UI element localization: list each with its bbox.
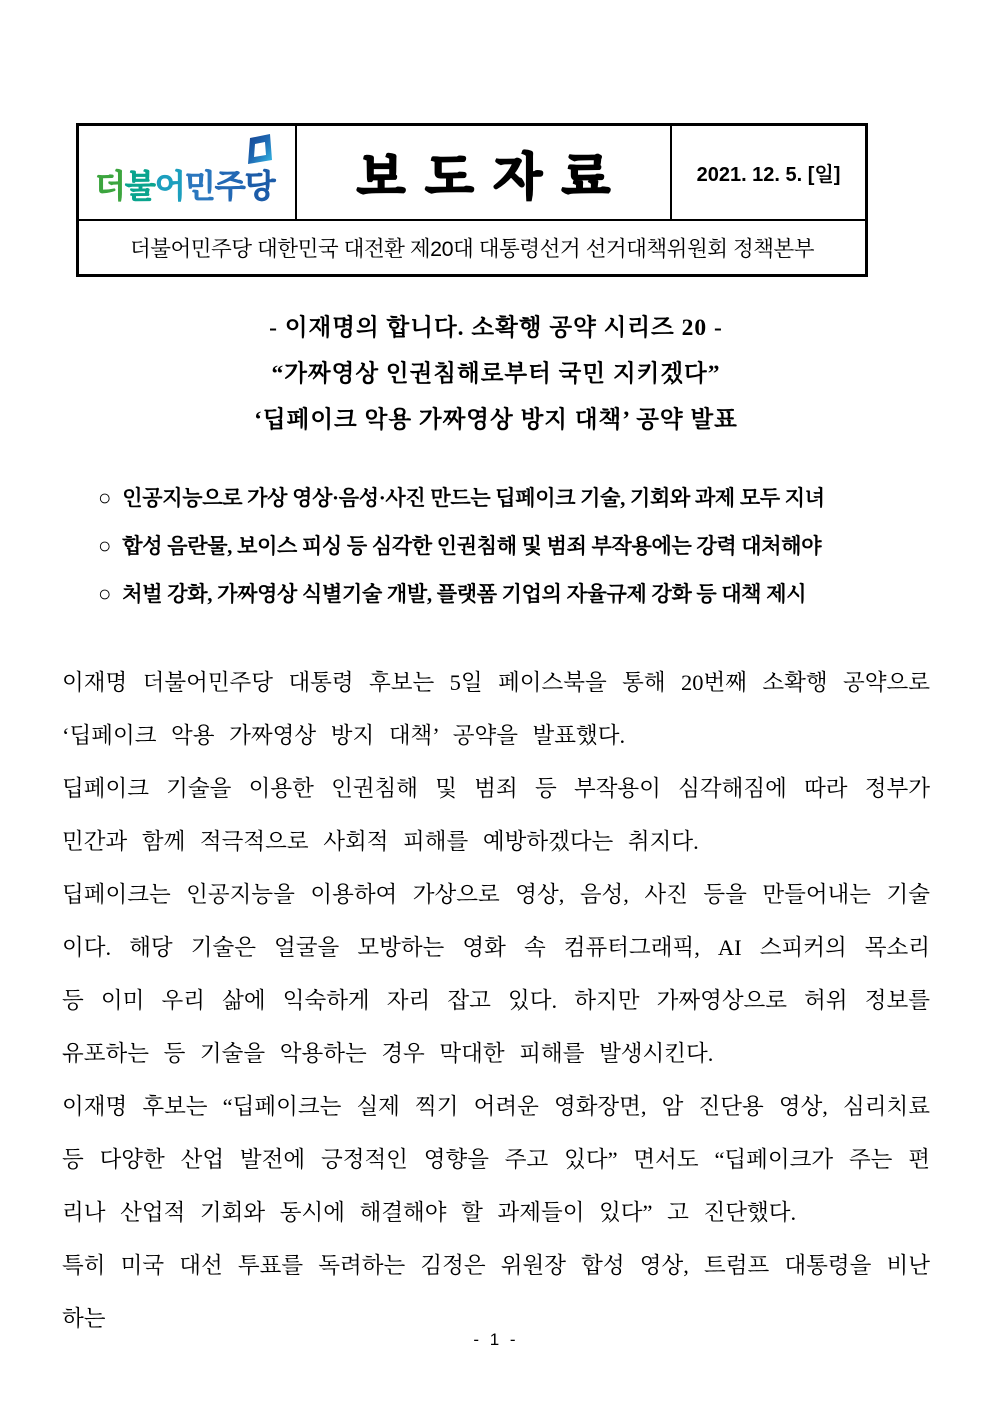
circle-bullet-icon: ○: [98, 485, 112, 510]
org-line: 더불어민주당 대한민국 대전환 제20대 대통령선거 선거대책위원회 정책본부: [129, 237, 815, 261]
header-table: [76, 123, 868, 277]
summary-bullet-text: 인공지능으로 가상 영상·음성·사진 만드는 딥페이크 기술, 기회와 과제 모두 지녀: [122, 486, 825, 510]
body-paragraph: 이재명 더불어민주당 대통령 후보는 5일 페이스북을 통해 20번째 소확행 공약으로 ‘딥페이크 악용 가짜영상 방지 대책’ 공약을 발표했다.: [62, 670, 930, 748]
body-paragraph: 이재명 후보는 “딥페이크는 실제 찍기 어려운 영화장면, 암 진단용 영상, 심리치료 등 다양한 산업 발전에 긍정적인 영향을 주고 있다” 면서도 “딥페이크가 주는 편리나 산업적 기회와 동시에 해결해야 할 과제들이 있다” 고 진단했다.: [62, 1094, 930, 1225]
summary-bullet: [98, 474, 928, 522]
press-release-title: 보도자료: [356, 148, 631, 205]
summary-bullet-text: 합성 음란물, 보이스 피싱 등 심각한 인권침해 및 범죄 부작용에는 강력 대처해야: [122, 534, 822, 558]
party-logo-cell: [79, 126, 297, 219]
circle-bullet-icon: ○: [98, 581, 112, 606]
body-paragraph: 딥페이크 기술을 이용한 인권침해 및 범죄 등 부작용이 심각해짐에 따라 정부가 민간과 함께 적극적으로 사회적 피해를 예방하겠다는 취지다.: [62, 776, 930, 854]
press-release-title-cell: [297, 126, 672, 219]
body-paragraph: 특히 미국 대선 투표를 독려하는 김정은 위원장 합성 영상, 트럼프 대통령을 비난하는: [62, 1253, 930, 1331]
party-logo-text: [95, 161, 275, 207]
body-paragraph: 딥페이크는 인공지능을 이용하여 가상으로 영상, 음성, 사진 등을 만들어내는 기술이다. 해당 기술은 얼굴을 모방하는 영화 속 컴퓨터그래픽, AI 스피커의 목소리 등 이미 우리 삶에 익숙하게 자리 잡고 있다. 하지만 가짜영상으로 허위 정보를 유포하는 등 기술을 악용하는 경우 막대한 피해를 발생시킨다.: [62, 882, 930, 1066]
body-paragraphs: [62, 656, 930, 1345]
headline-block: [0, 305, 992, 443]
date-cell: [672, 126, 865, 219]
summary-bullets: [98, 474, 928, 618]
party-logo-char: 불: [124, 167, 155, 204]
page-footer: [0, 1330, 992, 1350]
summary-bullet-text: 처벌 강화, 가짜영상 식별기술 개발, 플랫폼 기업의 자율규제 강화 등 대책 제시: [122, 582, 807, 606]
party-logo-char: 어: [154, 167, 185, 204]
party-logo-char: 당: [244, 167, 275, 204]
party-logo-char: 더: [95, 167, 125, 204]
party-logo: [91, 131, 283, 215]
headline-series: - 이재명의 합니다. 소확행 공약 시리즈 20 -: [269, 315, 723, 341]
headline-quote: “가짜영상 인권침해로부터 국민 지키겠다”: [271, 361, 721, 387]
headline-pledge: ‘딥페이크 악용 가짜영상 방지 대책’ 공약 발표: [254, 407, 738, 433]
circle-bullet-icon: ○: [98, 533, 112, 558]
party-logo-char: 주: [214, 167, 245, 204]
header-top-row: [79, 126, 865, 221]
party-logo-char: 민: [184, 167, 215, 204]
release-date: 2021. 12. 5. [일]: [696, 164, 841, 186]
org-line-row: [79, 221, 865, 274]
summary-bullet: [98, 570, 928, 618]
page-number: - 1 -: [473, 1330, 519, 1349]
summary-bullet: [98, 522, 928, 570]
